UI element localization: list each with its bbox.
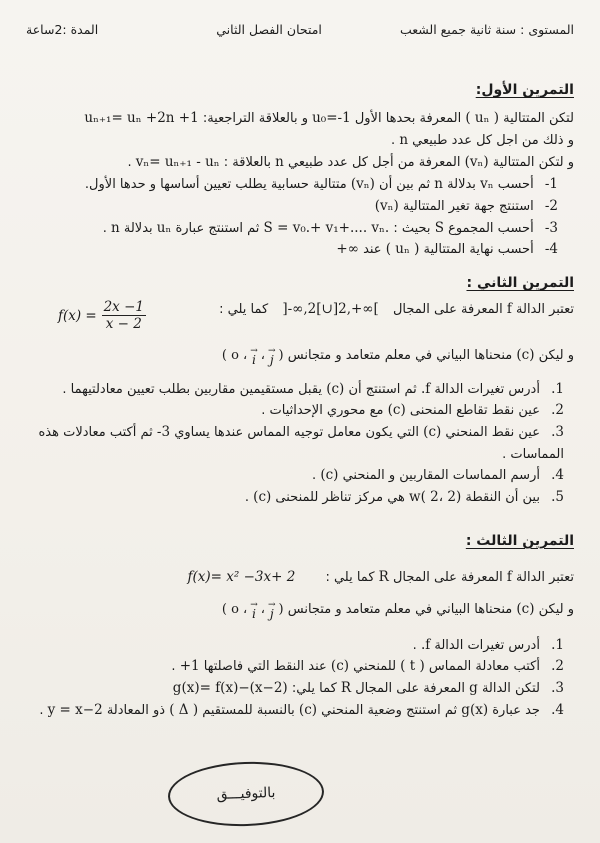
function-formula bbox=[58, 299, 146, 332]
period: . bbox=[391, 133, 396, 149]
item-marker: .5 bbox=[551, 488, 564, 505]
period: . bbox=[312, 468, 317, 484]
exercise3-item-1 bbox=[26, 635, 564, 657]
exercise2-intro-text bbox=[219, 299, 574, 321]
text-run: يقبل مستقيمين مقاربين بطلب تعيين معادلتيهما . bbox=[62, 381, 323, 397]
math-run-line-equation: y = x−2 bbox=[47, 702, 103, 719]
coordinate-system bbox=[222, 599, 284, 620]
exercise1-item-1 bbox=[26, 174, 558, 196]
math-run: .f bbox=[420, 636, 431, 653]
text-run: التي يكون معامل توجيه المماس عندها يساوي bbox=[174, 425, 420, 441]
fraction-denominator: x − 2 bbox=[102, 315, 146, 332]
text-run: و لتكن المتتالية bbox=[492, 154, 574, 170]
text-run: المعرفة بحدها الأول bbox=[354, 111, 462, 127]
formula-lhs: f(x) = bbox=[58, 307, 97, 324]
item-marker: .2 bbox=[551, 402, 564, 419]
math-run: R bbox=[378, 568, 389, 585]
item-marker: .3 bbox=[551, 680, 564, 697]
text-run: عين نقط تقاطع المنحنى bbox=[409, 403, 540, 419]
math-run: (vₙ) bbox=[464, 153, 489, 170]
text-run: جد عبارة bbox=[492, 703, 540, 719]
text-run: بحيث : bbox=[393, 220, 431, 236]
math-run: (c) bbox=[253, 488, 272, 505]
fraction bbox=[102, 299, 146, 332]
function-formula: f(x)= x² −3x+ 2 bbox=[187, 568, 296, 585]
math-run: ( uₙ ) bbox=[465, 110, 500, 127]
coord-open: ( o ، bbox=[221, 347, 248, 363]
coord-open: ( o ، bbox=[221, 601, 248, 617]
good-luck-text: بالتوفيـــق bbox=[216, 784, 276, 804]
vector-arrow-icon: → bbox=[268, 599, 276, 610]
text-run: متتالية حسابية يطلب تعيين أساسها و حدها الأول. bbox=[84, 176, 347, 192]
math-run: S bbox=[434, 219, 444, 236]
text-run: منحناها البياني في معلم متعامد و متجانس bbox=[287, 347, 513, 363]
math-run: (c) bbox=[387, 402, 406, 419]
text-run: عند bbox=[363, 242, 382, 258]
fraction-numerator: 2x −1 bbox=[103, 299, 144, 316]
exercise1-heading: التمرين الأول: bbox=[475, 82, 574, 99]
exercise2-heading: التمرين الثاني : bbox=[466, 275, 574, 292]
text-run: ذو المعادلة bbox=[106, 703, 166, 719]
math-run-infinity: +∞ bbox=[336, 241, 359, 258]
coordinate-system bbox=[222, 345, 284, 366]
math-run: (c) bbox=[516, 600, 535, 617]
math-run: uₙ bbox=[156, 219, 172, 236]
exercise3-item-4 bbox=[26, 700, 564, 722]
math-run: ( t ) bbox=[400, 658, 425, 675]
item-marker: -3 bbox=[544, 219, 558, 236]
coord-comma: ، bbox=[260, 601, 265, 617]
vector-arrow-icon: → bbox=[250, 599, 258, 610]
item-marker: .3 bbox=[551, 424, 564, 441]
text-run: المعرفة على المجال bbox=[392, 569, 503, 585]
math-run: (c) bbox=[320, 467, 339, 484]
exam-title-label: امتحان الفصل الثاني bbox=[216, 22, 322, 37]
math-run: -3 bbox=[156, 424, 171, 441]
math-run: vₙ bbox=[480, 175, 494, 192]
exercise3-intro-line bbox=[26, 567, 574, 589]
vector-arrow-icon: → bbox=[268, 345, 276, 356]
item-marker: .4 bbox=[551, 467, 564, 484]
text-run: أكتب معادلة المماس bbox=[428, 659, 540, 675]
math-run: (vₙ) bbox=[374, 197, 399, 214]
text-run: تعتبر الدالة bbox=[516, 569, 574, 585]
text-run: أحسب نهاية المتتالية bbox=[423, 242, 534, 258]
text-run: ثم استنتج وضعية المنحني bbox=[321, 703, 458, 719]
text-run: و ليكن bbox=[538, 601, 574, 617]
exercise1-intro-line1 bbox=[26, 108, 574, 130]
text-run: و بالعلاقة التراجعية: bbox=[202, 111, 308, 127]
period: . bbox=[127, 154, 132, 170]
math-run: g bbox=[469, 680, 478, 697]
text-run: المعرفة على المجال bbox=[355, 681, 465, 697]
text-run: بين أن النقطة bbox=[465, 489, 540, 505]
exercise2-list bbox=[26, 379, 574, 509]
text-run: ثم استنتج عبارة bbox=[175, 220, 260, 236]
text-run: أحسب bbox=[497, 176, 534, 192]
text-run: كما يلي : bbox=[219, 302, 269, 318]
exercise3-coord-line bbox=[26, 599, 574, 621]
math-run: (c) bbox=[326, 380, 345, 397]
math-run: u₀=-1 bbox=[312, 110, 351, 127]
math-run: f bbox=[506, 301, 512, 318]
math-run: f bbox=[506, 568, 512, 585]
text-run: أرسم المماسات المقاربين و المنحني bbox=[342, 468, 540, 484]
math-run-interval: ]-∞,2[∪]2,+∞[ bbox=[282, 301, 379, 318]
exercise2-item-2 bbox=[26, 400, 564, 422]
text-run: بدلالة bbox=[123, 220, 153, 236]
text-run: هي مركز تناظر للمنحنى bbox=[275, 489, 405, 505]
text-run: بدلالة bbox=[447, 176, 476, 192]
duration-label: المدة :2ساعة bbox=[26, 22, 99, 37]
vector-j-letter: j bbox=[269, 605, 274, 621]
math-run: n bbox=[399, 132, 409, 149]
period: . bbox=[244, 489, 250, 505]
exercise3-item-2 bbox=[26, 656, 564, 678]
exam-header bbox=[26, 22, 574, 38]
math-run-g-formula: g(x)= f(x)−(x−2) bbox=[172, 680, 288, 697]
text-run: ثم بين أن bbox=[379, 176, 431, 192]
math-run: n bbox=[434, 175, 443, 192]
good-luck-stamp bbox=[167, 759, 325, 828]
math-run: (vₙ) bbox=[350, 175, 375, 192]
exercise2-intro-row bbox=[26, 299, 574, 332]
text-run: ثم استنتج أن bbox=[348, 381, 417, 397]
math-run: (c) bbox=[298, 702, 318, 719]
text-run: كما يلي: bbox=[291, 681, 337, 697]
item-marker: -2 bbox=[544, 197, 558, 214]
exercise2-item-4 bbox=[26, 465, 564, 487]
exercise3-heading: التمرين الثالث : bbox=[465, 532, 574, 549]
text-run: أدرس تغيرات الدالة bbox=[434, 381, 540, 397]
exercise2-item-1 bbox=[26, 379, 564, 401]
math-run: R bbox=[340, 680, 352, 697]
item-marker: .1 bbox=[551, 380, 564, 397]
exercise1-item-2 bbox=[26, 196, 558, 218]
math-run-point-w: w( 2، 2) bbox=[409, 488, 462, 505]
vector-i bbox=[250, 345, 258, 367]
text-run: منحناها البياني في معلم متعامد و متجانس bbox=[287, 601, 513, 617]
exercise3-item-3 bbox=[26, 678, 564, 700]
period: . bbox=[412, 637, 417, 653]
exercise1-item-4 bbox=[26, 239, 558, 261]
exercise1-list bbox=[26, 174, 574, 261]
coord-close: ) bbox=[278, 347, 284, 363]
math-run-recurrence: uₙ₊₁= uₙ +2n +1 bbox=[84, 110, 199, 127]
text-run: للمنحني bbox=[353, 659, 397, 675]
vector-j-letter: j bbox=[269, 351, 274, 367]
text-run: بالعلاقة : bbox=[223, 154, 272, 170]
text-run: المعرفة على المجال bbox=[392, 302, 503, 318]
math-run: n bbox=[275, 153, 284, 170]
item-marker: -4 bbox=[544, 241, 558, 258]
vector-i-letter: i bbox=[252, 605, 257, 621]
text-run: عند النقط التي فاصلتها bbox=[203, 659, 327, 675]
vector-i-letter: i bbox=[252, 351, 257, 367]
period: . bbox=[39, 703, 44, 719]
math-run-sum: S = v₀.+ v₁+.... vₙ. bbox=[263, 219, 390, 236]
vector-j bbox=[268, 345, 276, 367]
text-run: المعرفة من أجل كل عدد طبيعي bbox=[288, 154, 461, 170]
item-marker: .1 bbox=[551, 636, 564, 653]
exercise1-item-3 bbox=[26, 218, 558, 240]
text-run: المماسات . bbox=[502, 447, 564, 463]
text-run: مع محوري الإحداثيات . bbox=[261, 403, 384, 419]
item-marker: -1 bbox=[544, 175, 558, 192]
exercise1-intro-line3 bbox=[26, 152, 574, 174]
math-run-delta: ( Δ ) bbox=[169, 702, 199, 719]
text-run: و ليكن bbox=[538, 347, 574, 363]
math-run: vₙ= uₙ₊₁ - uₙ bbox=[135, 153, 220, 170]
text-run: لتكن المتتالية bbox=[503, 111, 574, 127]
text-run: بالنسبة للمستقيم bbox=[202, 703, 295, 719]
period: . bbox=[102, 220, 107, 236]
math-run: +1 bbox=[179, 658, 200, 675]
math-run: (c) bbox=[330, 658, 350, 675]
level-label: المستوى : سنة ثانية جميع الشعب bbox=[399, 22, 574, 37]
text-run: كما يلي : bbox=[325, 569, 375, 585]
math-run: g(x) bbox=[461, 702, 489, 719]
item-marker: .4 bbox=[551, 702, 564, 719]
exercise2-item-3 bbox=[26, 422, 564, 465]
math-run: (c) bbox=[516, 346, 535, 363]
text-run: أحسب المجموع bbox=[448, 220, 534, 236]
text-run: تعتبر الدالة bbox=[516, 302, 574, 318]
exercise2-coord-line bbox=[26, 345, 574, 367]
period: . bbox=[171, 659, 176, 675]
text-run: لتكن الدالة bbox=[481, 681, 540, 697]
vector-i bbox=[250, 599, 258, 621]
vector-j bbox=[268, 599, 276, 621]
vector-arrow-icon: → bbox=[250, 345, 258, 356]
text-run: عين نقط المنحني bbox=[445, 425, 540, 441]
coord-close: ) bbox=[278, 601, 284, 617]
math-run: n bbox=[111, 219, 120, 236]
exercise3-list bbox=[26, 635, 574, 722]
exercise1-intro-line2 bbox=[26, 130, 574, 152]
math-run: ( uₙ ) bbox=[385, 241, 420, 258]
text-run: ثم أكتب معادلات هذه bbox=[38, 425, 153, 441]
text-run: استنتج جهة تغير المتتالية bbox=[402, 198, 534, 214]
text-run: أدرس تغيرات الدالة bbox=[434, 637, 540, 653]
item-marker: .2 bbox=[551, 658, 564, 675]
math-run: (c) bbox=[423, 424, 442, 441]
exercise2-item-5 bbox=[26, 487, 564, 509]
text-run: و ذلك من اجل كل عدد طبيعي bbox=[412, 133, 574, 149]
math-run: .f bbox=[420, 380, 431, 397]
coord-comma: ، bbox=[260, 347, 265, 363]
